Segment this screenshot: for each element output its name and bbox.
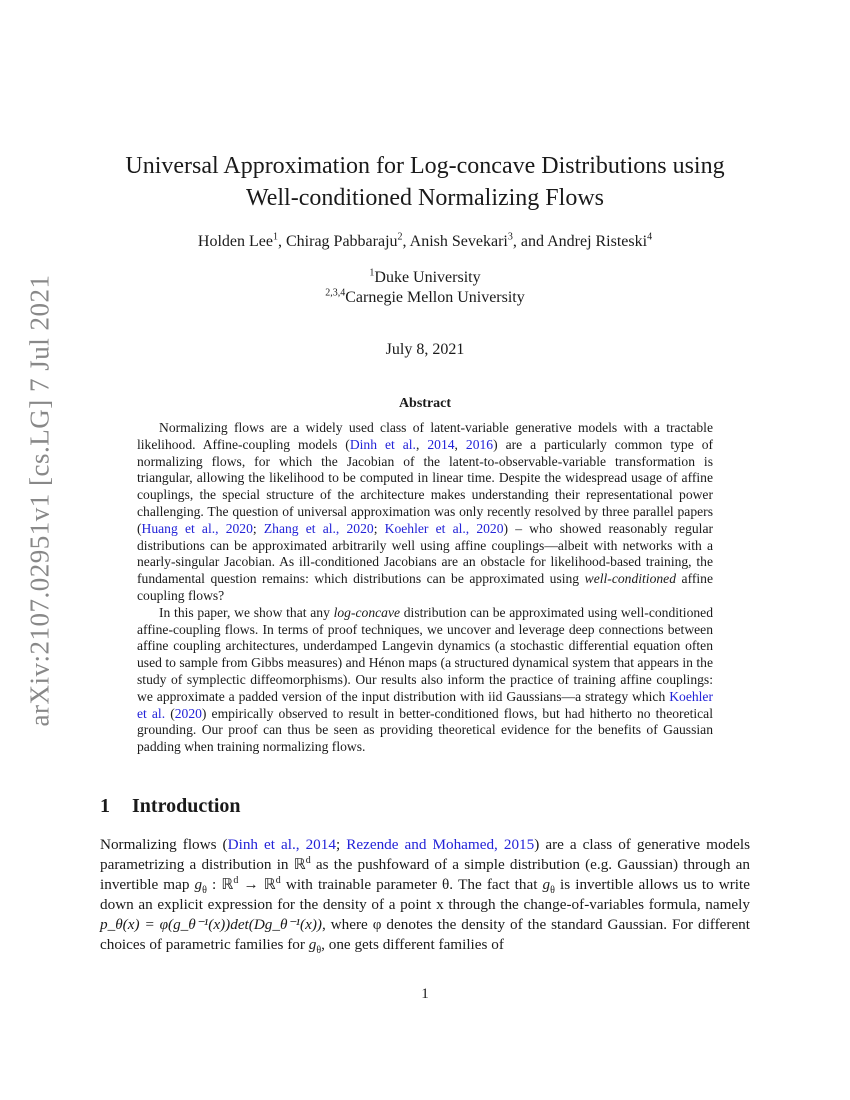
- math-superscript: d: [275, 874, 281, 886]
- text-run: , one gets different families of: [321, 936, 504, 953]
- section-title-text: Introduction: [132, 795, 241, 817]
- text-run: is invertible allows us to write down an explicit expression for the density of a point x through the change-of-variables formula, namely: [100, 876, 750, 913]
- arxiv-stamp-text: arXiv:2107.02951v1 [cs.LG] 7 Jul 2021: [24, 274, 55, 726]
- author-separator: ,: [278, 233, 286, 250]
- citation-link[interactable]: 2014: [427, 436, 455, 452]
- intro-paragraph: [100, 835, 750, 955]
- citation-link[interactable]: Dinh et al., 2014: [227, 836, 336, 853]
- text-run: ) are a particularly common type of normalizing flows, for which the Jacobian of the latent-to-observable-variable transformation is triangular, allowing the likelihood to be computed in linear time. Despite the widespread usage of affine couplings, the special structure of the architecture makes understanding their representational power challenging. The question of universal approximation was only recently resolved by three parallel papers (: [137, 436, 714, 536]
- citation-link[interactable]: Rezende and Mohamed, 2015: [346, 836, 535, 853]
- text-run: affine coupling flows?: [137, 571, 713, 603]
- abstract-body: [137, 420, 713, 756]
- section-number: 1: [100, 795, 110, 817]
- math-subscript: θ: [202, 885, 207, 897]
- math-formula: p_θ(x) = φ(g_θ⁻¹(x))det(Dg_θ⁻¹(x)): [100, 916, 322, 933]
- text-run: : ℝ: [206, 876, 234, 893]
- math-superscript: d: [233, 874, 239, 886]
- text-run: , where φ denotes the density of the standard Gaussian. For different choices of parametric families for: [100, 916, 750, 953]
- author-name: Anish Sevekari: [409, 233, 508, 250]
- introduction-body: [100, 835, 750, 955]
- text-run: Normalizing flows are a widely used class of latent-variable generative models with a tractable likelihood. Affine-coupling models (: [137, 420, 713, 452]
- emphasis-text: well-conditioned: [584, 571, 677, 587]
- author-name: Holden Lee: [197, 233, 273, 250]
- text-run: ) are a class of generative models parametrizing a distribution in ℝ: [100, 836, 751, 873]
- text-run: ;: [373, 520, 385, 536]
- affiliation-mark: 1: [369, 267, 375, 279]
- paper-title: [100, 150, 750, 214]
- author-separator: ,: [402, 233, 410, 250]
- author-affil-mark: 2: [397, 231, 403, 243]
- text-run: as the pushfoward of a simple distribution (e.g. Gaussian) through an invertible map: [100, 856, 751, 893]
- math-subscript: θ: [550, 885, 555, 897]
- text-run: In this paper, we show that any: [159, 604, 334, 620]
- affiliation-mark: 2,3,4: [325, 287, 346, 299]
- math-symbol: g: [194, 876, 203, 893]
- math-symbol: g: [542, 876, 551, 893]
- author-affil-mark: 1: [273, 231, 278, 243]
- title-line-1: Universal Approximation for Log-concave Distributions using: [125, 153, 725, 179]
- citation-link[interactable]: Zhang et al., 2020: [263, 520, 374, 536]
- title-line-2: Well-conditioned Normalizing Flows: [245, 185, 604, 211]
- page-number: 1: [421, 986, 429, 1002]
- affiliation-line: [100, 268, 750, 288]
- section-heading: [100, 795, 241, 818]
- math-superscript: d: [305, 854, 311, 866]
- text-run: Normalizing flows (: [100, 836, 228, 853]
- author-affil-mark: 4: [647, 231, 653, 243]
- citation-link[interactable]: 2020: [174, 705, 202, 721]
- text-run: distribution can be approximated using well-conditioned affine-coupling flows. In terms of proof techniques, we uncover and leverage deep connections between affine coupling architectures, underdamped Langevin dynamics (a stochastic differential equation often used to sample from Gibbs measures) and Hénon maps (a structured dynamical system that appears in the study of symplectic diffeomorphisms). Our results also inform the practice of training affine couplings: we approximate a padded version of the input distribution with iid Gaussians—a strategy which: [137, 604, 714, 704]
- text-run: ;: [335, 836, 347, 853]
- citation-link[interactable]: Huang et al., 2020: [141, 520, 253, 536]
- paper-date: July 8, 2021: [385, 341, 465, 358]
- abstract-heading: Abstract: [398, 396, 452, 411]
- citation-link[interactable]: 2016: [465, 436, 494, 452]
- text-run: ,: [454, 436, 466, 452]
- abstract-paragraph-2: [137, 605, 713, 756]
- text-run: ,: [415, 436, 428, 452]
- affiliation-name: Duke University: [374, 269, 481, 286]
- text-run: ;: [252, 520, 264, 536]
- affiliation-line: [100, 288, 750, 308]
- text-run: ) – who showed reasonably regular distributions can be approximated arbitrarily well using affine couplings—albeit with networks with a nearly-singular Jacobian. As ill-conditioned Jacobians are an obstacle for likelihood-based training, the fundamental question remains: which distributions can be approximated using: [137, 520, 714, 587]
- math-subscript: θ: [316, 945, 322, 957]
- citation-link[interactable]: Koehler et al.: [137, 688, 713, 721]
- author-name: Chirag Pabbaraju: [286, 233, 398, 250]
- text-run: with trainable parameter θ. The fact that: [280, 876, 543, 893]
- text-run: ) empirically observed to result in better-conditioned flows, but had hitherto no theoretical grounding. Our proof can thus be seen as providing theoretical evidence for the benefits of Gaussian padding when training normalizing flows.: [137, 705, 713, 755]
- author-name: Andrej Risteski: [547, 233, 648, 250]
- author-separator: , and: [512, 233, 548, 250]
- text-run: (: [165, 705, 175, 721]
- arxiv-identifier-stamp: [20, 274, 60, 726]
- math-symbol: g: [308, 936, 317, 953]
- emphasis-text: log-concave: [333, 604, 401, 620]
- citation-link[interactable]: Dinh et al.: [349, 436, 416, 452]
- affiliation-name: Carnegie Mellon University: [345, 289, 525, 306]
- author-list: [100, 232, 750, 252]
- abstract-paragraph-1: [137, 420, 713, 605]
- text-run: → ℝ: [238, 876, 276, 893]
- citation-link[interactable]: Koehler et al., 2020: [384, 520, 504, 536]
- author-affil-mark: 3: [507, 231, 513, 243]
